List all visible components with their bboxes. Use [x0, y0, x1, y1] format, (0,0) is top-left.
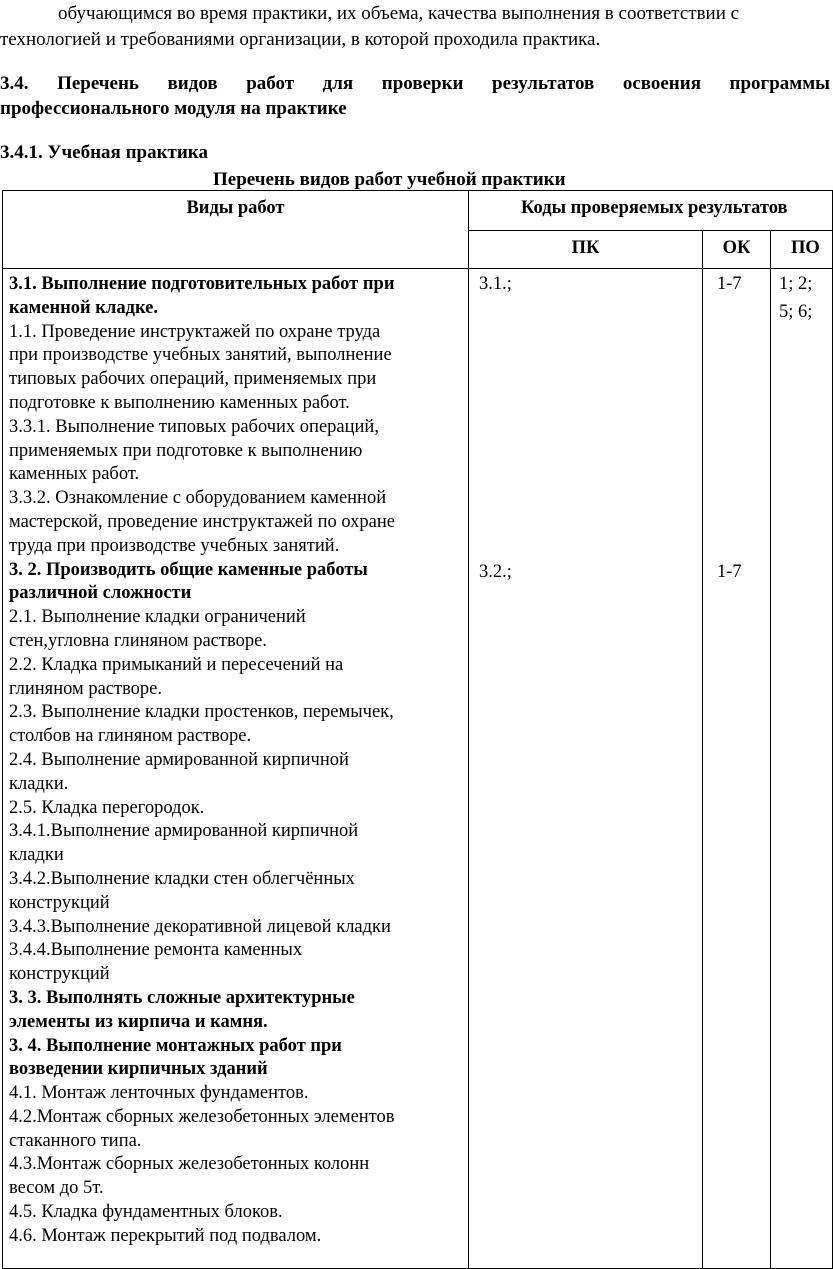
- work-item: кладки: [9, 845, 64, 866]
- work-item: применяемых при подготовке к выполнению: [9, 440, 363, 461]
- heading-word: для: [322, 73, 354, 94]
- heading-word: проверки: [381, 73, 464, 94]
- work-section-heading: элементы из кирпича и камня.: [9, 1011, 268, 1032]
- work-item: стаканного типа.: [9, 1130, 142, 1151]
- work-section-heading: 3. 2. Производить общие каменные работы: [9, 559, 368, 580]
- work-item: труда при производстве учебных занятий.: [9, 535, 340, 556]
- works-cell: [3, 269, 469, 1269]
- work-item: 2.2. Кладка примыканий и пересечений на: [9, 654, 344, 675]
- work-item: при производстве учебных занятий, выполнение: [9, 345, 392, 366]
- heading-word: 3.4.: [0, 73, 29, 94]
- work-item: 2.4. Выполнение армированной кирпичной: [9, 749, 349, 770]
- header-po: ПО: [771, 231, 833, 269]
- heading-word: видов: [167, 73, 218, 94]
- work-section-heading: различной сложности: [9, 583, 192, 604]
- work-item: 3.4.3.Выполнение декоративной лицевой кладки: [9, 916, 391, 937]
- header-codes-label: Коды проверяемых результатов: [521, 198, 788, 218]
- work-item: весом до 5т.: [9, 1178, 104, 1199]
- heading-word: освоения: [622, 73, 701, 94]
- work-section-heading: возведении кирпичных зданий: [9, 1059, 268, 1080]
- work-section-heading: 3.1. Выполнение подготовительных работ при: [9, 274, 395, 294]
- work-item: 3.4.1.Выполнение армированной кирпичной: [9, 821, 359, 842]
- work-item: глиняном растворе.: [9, 678, 163, 699]
- work-item: 4.5. Кладка фундаментных блоков.: [9, 1202, 283, 1223]
- ok-cell: [703, 269, 771, 1269]
- work-item: 3.3.1. Выполнение типовых рабочих операций,: [9, 416, 379, 437]
- heading-word: Перечень: [57, 73, 139, 94]
- work-item: 2.5. Кладка перегородок.: [9, 797, 205, 818]
- pk-value-1: 3.1.;: [479, 274, 512, 294]
- po-cell: [771, 269, 833, 1269]
- work-item: 3.4.2.Выполнение кладки стен облегчённых: [9, 868, 355, 889]
- intro-line-1: обучающимся во время практики, их объема, качества выполнения в соответствии с: [58, 3, 740, 24]
- header-ok: ОК: [703, 231, 771, 269]
- work-section-heading: 3. 4. Выполнение монтажных работ при: [9, 1035, 342, 1056]
- header-pk: ПК: [469, 231, 703, 269]
- heading-word: работ: [246, 73, 295, 94]
- work-item: конструкций: [9, 964, 110, 985]
- work-item: каменных работ.: [9, 464, 140, 485]
- pk-value-2: 3.2.;: [479, 562, 512, 582]
- ok-value-2: 1-7: [717, 562, 742, 582]
- work-item: 1.1. Проведение инструктажей по охране труда: [9, 321, 381, 342]
- section-heading-line-2: профессионального модуля на практике: [0, 98, 347, 119]
- pk-cell: [469, 269, 703, 1269]
- header-works-label: Виды работ: [186, 198, 285, 218]
- intro-line-2: технологией и требованиями организации, в которой проходила практика.: [0, 29, 601, 50]
- po-value-1: 1; 2;: [779, 274, 813, 294]
- po-value-2: 5; 6;: [779, 302, 813, 322]
- header-works: [3, 191, 469, 269]
- work-section-heading: 3. 3. Выполнять сложные архитектурные: [9, 987, 355, 1008]
- table-title: Перечень видов работ учебной практики: [213, 169, 566, 190]
- work-item: 2.3. Выполнение кладки простенков, перемычек,: [9, 702, 394, 723]
- section-heading-line-1: [0, 72, 830, 96]
- work-item: типовых рабочих операций, применяемых при: [9, 369, 377, 390]
- heading-word: программы: [729, 73, 830, 94]
- work-item: стен,угловна глиняном растворе.: [9, 630, 267, 651]
- work-item: столбов на глиняном растворе.: [9, 726, 252, 747]
- work-section-heading: каменной кладке.: [9, 297, 158, 318]
- ok-value-1: 1-7: [717, 274, 742, 294]
- work-item: 4.3.Монтаж сборных железобетонных колонн: [9, 1154, 370, 1175]
- heading-word: результатов: [492, 73, 595, 94]
- work-item: мастерской, проведение инструктажей по охране: [9, 511, 395, 532]
- work-item: 4.6. Монтаж перекрытий под подвалом.: [9, 1225, 322, 1246]
- work-item: 4.2.Монтаж сборных железобетонных элементов: [9, 1106, 395, 1127]
- work-item: кладки.: [9, 773, 69, 794]
- work-item: конструкций: [9, 892, 110, 913]
- works-table: [2, 190, 833, 1269]
- work-item: 2.1. Выполнение кладки ограничений: [9, 607, 306, 628]
- work-item: 4.1. Монтаж ленточных фундаментов.: [9, 1083, 309, 1104]
- work-item: 3.4.4.Выполнение ремонта каменных: [9, 940, 303, 961]
- header-codes: [469, 191, 833, 231]
- work-item: подготовке к выполнению каменных работ.: [9, 392, 350, 413]
- work-item: 3.3.2. Ознакомление с оборудованием каменной: [9, 488, 387, 509]
- subsection-heading: 3.4.1. Учебная практика: [0, 142, 208, 163]
